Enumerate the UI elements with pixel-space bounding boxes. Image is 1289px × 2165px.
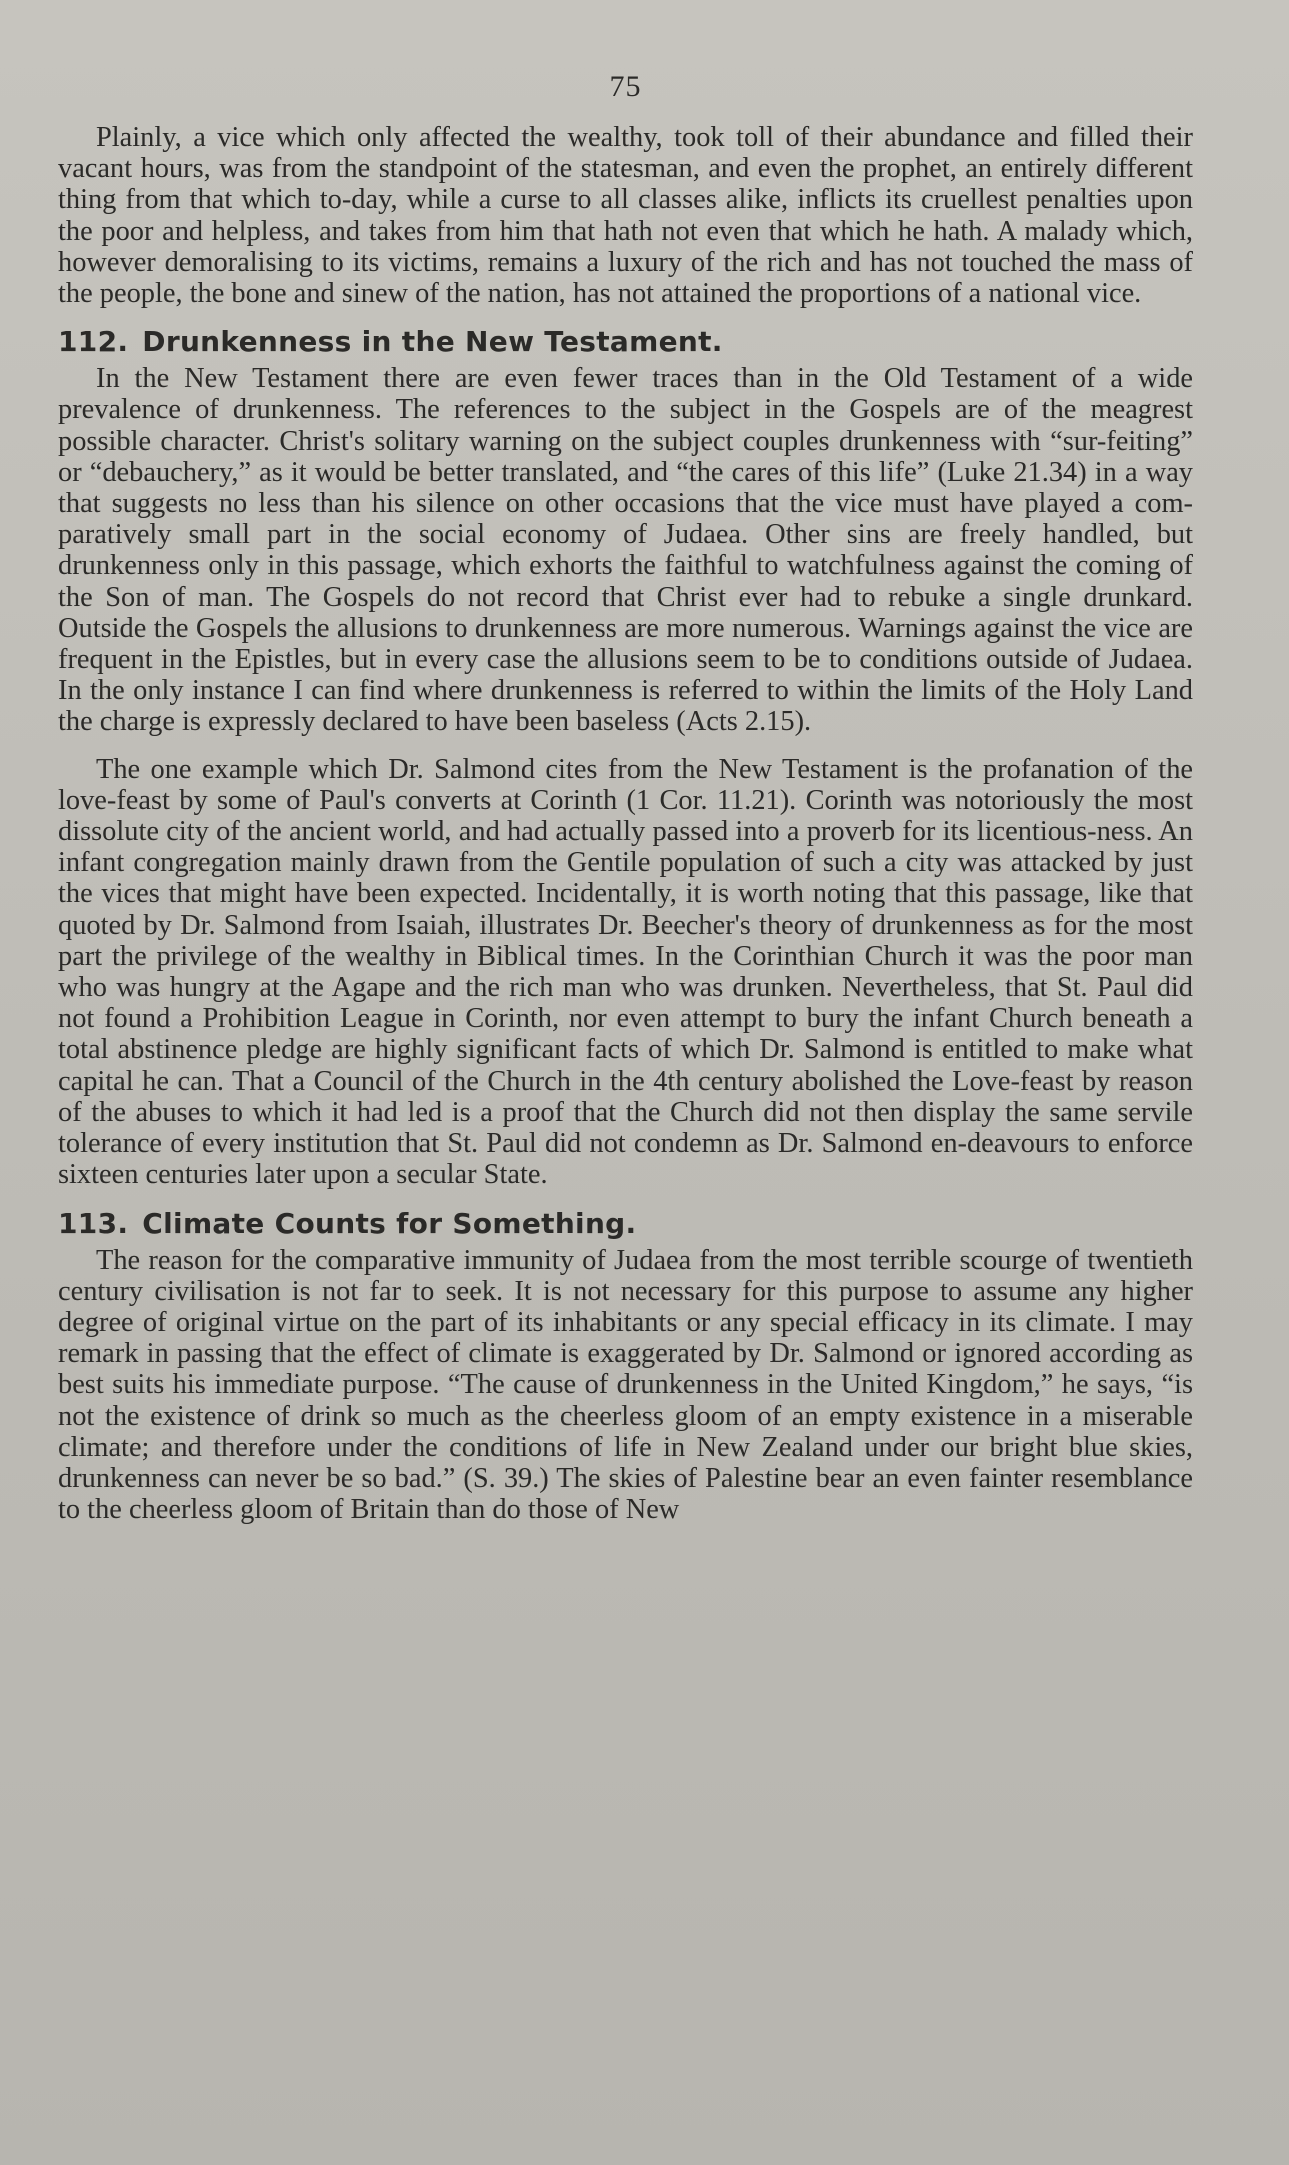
paragraph-climate: The reason for the comparative immunity of Judaea from the most terrible scourge of twentieth century civilisation is not far to seek. It is not necessary for this purpose to assume any higher degree of original virtue on the part of its inhabitants or any special efficacy in its climate. I may remark in passing that the effect of climate is exaggerated by Dr. Salmond or ignored according as best suits his immediate purpose. “The cause of drunkenness in the United Kingdom,” he says, “is not the existence of drink so much as the cheerless gloom of an empty existence in a miserable climate; and therefore under the conditions of life in New Zealand under our bright blue skies, drunkenness can never be so bad.” (S. 39.) The skies of Palestine bear an even fainter resemblance to the cheerless gloom of Britain than do those of New — [58, 1244, 1193, 1526]
section-title: Drunkenness in the New Testament. — [142, 325, 723, 359]
page-number: 75 — [609, 70, 642, 103]
section-number: 112. — [58, 325, 129, 359]
section-number: 113. — [58, 1206, 129, 1240]
section-heading-112 — [58, 325, 1193, 359]
paragraph-plainly: Plainly, a vice which only affected the wealthy, took toll of their abundance and filled their vacant hours, was from the standpoint of the statesman, and even the prophet, an entirely different thing from that which to-day, while a curse to all classes alike, inflicts its cruellest penalties upon the poor and helpless, and takes from him that hath not even that which he hath. A malady which, however demoralising to its victims, remains a luxury of the rich and has not touched the mass of the people, the bone and sinew of the nation, has not attained the proportions of a national vice. — [58, 122, 1193, 310]
section-heading-113 — [58, 1207, 1193, 1241]
paragraph-salmond-example: The one example which Dr. Salmond cites from the New Testament is the profanation of the love-feast by some of Paul's converts at Corinth (1 Cor. 11.21). Corinth was notoriously the most dissolute city of the ancient world, and had actually passed into a proverb for its licentious-ness. An infant congregation mainly drawn from the Gentile population of such a city was attacked by just the vices that might have been expected. Incidentally, it is worth noting that this passage, like that quoted by Dr. Salmond from Isaiah, illustrates Dr. Beecher's theory of drunkenness as for the most part the privilege of the wealthy in Biblical times. In the Corinthian Church it was the poor man who was hungry at the Agape and the rich man who was drunken. Nevertheless, that St. Paul did not found a Prohibition League in Corinth, nor even attempt to bury the infant Church beneath a total abstinence pledge are highly significant facts of which Dr. Salmond is entitled to make what capital he can. That a Council of the Church in the 4th century abolished the Love-feast by reason of the abuses to which it had led is a proof that the Church did not then display the same servile tolerance of every institution that St. Paul did not condemn as Dr. Salmond en-deavours to enforce sixteen centuries later upon a secular State. — [58, 753, 1193, 1191]
paragraph-new-testament: In the New Testament there are even fewer traces than in the Old Testament of a wide prevalence of drunkenness. The references to the subject in the Gospels are of the meagrest possible character. Christ's solitary warning on the subject couples drunkenness with “sur-feiting” or “debauchery,” as it would be better translated, and “the cares of this life” (Luke 21.34) in a way that suggests no less than his silence on other occasions that the vice must have played a com-paratively small part in the social economy of Judaea. Other sins are freely handled, but drunkenness only in this passage, which exhorts the faithful to watchfulness against the coming of the Son of man. The Gospels do not record that Christ ever had to rebuke a single drunkard. Outside the Gospels the allusions to drunkenness are more numerous. Warnings against the vice are frequent in the Epistles, but in every case the allusions seem to be to conditions outside of Judaea. In the only instance I can find where drunkenness is referred to within the limits of the Holy Land the charge is expressly declared to have been baseless (Acts 2.15). — [58, 363, 1193, 738]
paragraph-gap — [58, 738, 1193, 754]
section-title: Climate Counts for Something. — [142, 1206, 637, 1240]
